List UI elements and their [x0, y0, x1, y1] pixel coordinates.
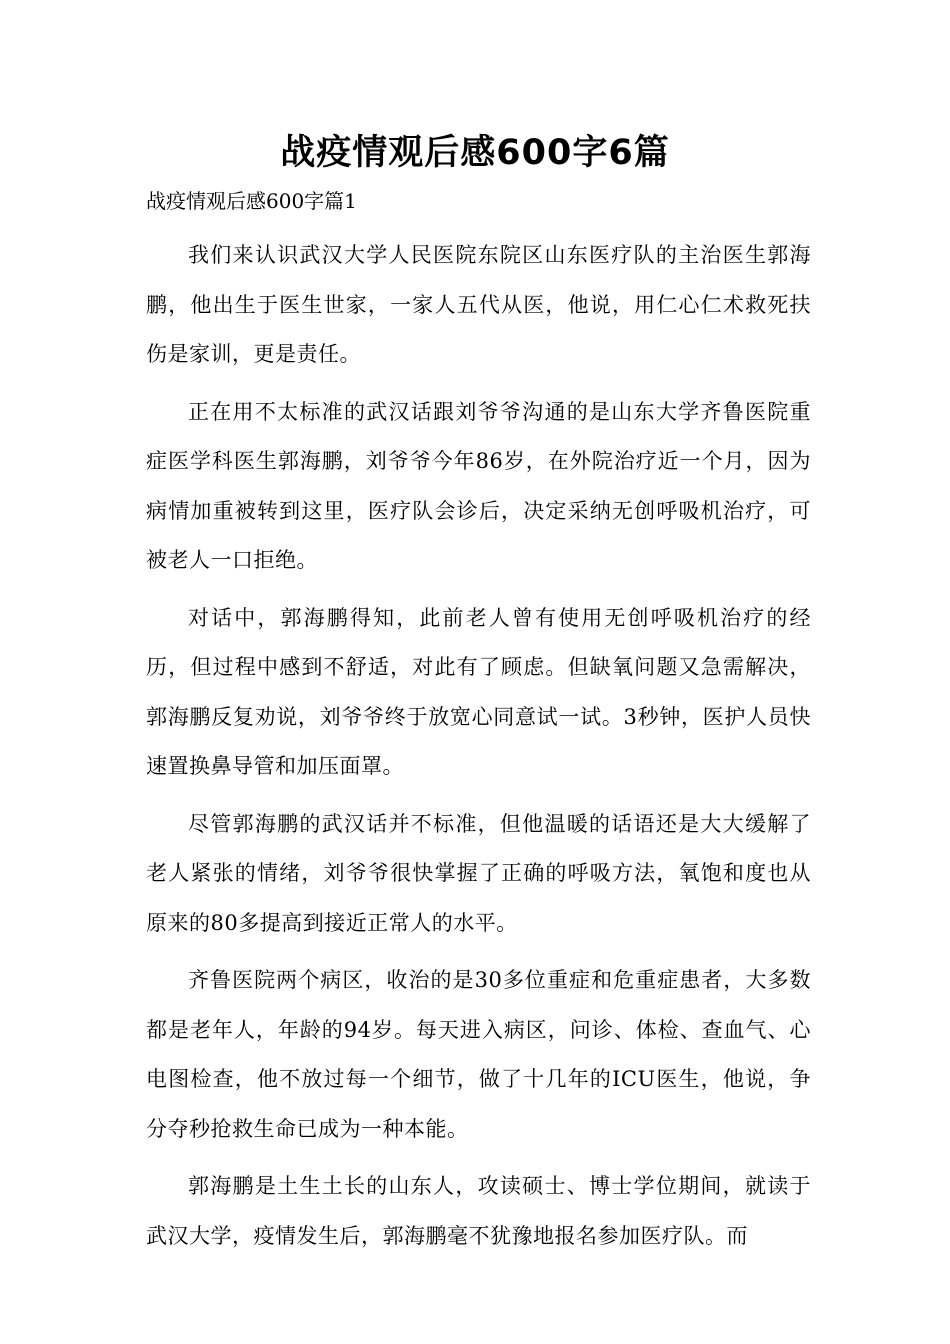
paragraph-4: 尽管郭海鹏的武汉话并不标准，但他温暖的话语还是大大缓解了老人紧张的情绪，刘爷爷很快掌握了正确的呼吸方法，氧饱和度也从原来的80多提高到接近正常人的水平。 — [146, 811, 811, 935]
document-title: 战疫情观后感600字6篇 — [280, 133, 670, 173]
paragraph-3: 对话中，郭海鹏得知，此前老人曾有使用无创呼吸机治疗的经历，但过程中感到不舒适，对此有了顾虑。但缺氧问题又急需解决，郭海鹏反复劝说，刘爷爷终于放宽心同意试一试。3秒钟，医护人员快速置换鼻导管和加压面罩。 — [146, 605, 811, 778]
paragraph-2: 正在用不太标准的武汉话跟刘爷爷沟通的是山东大学齐鲁医院重症医学科医生郭海鹏，刘爷爷今年86岁，在外院治疗近一个月，因为病情加重被转到这里，医疗队会诊后，决定采纳无创呼吸机治疗，可被老人一口拒绝。 — [146, 399, 811, 572]
document-body — [146, 231, 811, 1269]
section-heading: 战疫情观后感600字篇1 — [146, 189, 357, 213]
paragraph-6: 郭海鹏是土生土长的山东人，攻读硕士、博士学位期间，就读于武汉大学，疫情发生后，郭海鹏毫不犹豫地报名参加医疗队。而 — [146, 1174, 811, 1248]
paragraph-5: 齐鲁医院两个病区，收治的是30多位重症和危重症患者，大多数都是老年人，年龄的94岁。每天进入病区，问诊、体检、查血气、心电图检查，他不放过每一个细节，做了十几年的ICU医生，他说，争分夺秒抢救生命已成为一种本能。 — [146, 968, 811, 1141]
paragraph-1: 我们来认识武汉大学人民医院东院区山东医疗队的主治医生郭海鹏，他出生于医生世家，一家人五代从医，他说，用仁心仁术救死扶伤是家训，更是责任。 — [146, 243, 811, 366]
